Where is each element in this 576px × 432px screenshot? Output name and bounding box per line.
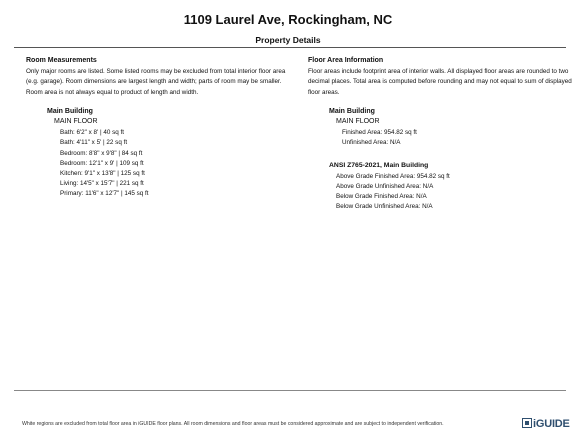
ansi-item: Below Grade Finished Area: N/A bbox=[336, 193, 427, 201]
room-measurements-heading: Room Measurements bbox=[26, 57, 97, 64]
floor-area-item: Finished Area: 954.82 sq ft bbox=[342, 129, 417, 137]
room-item: Bedroom: 8'8" x 9'8" | 84 sq ft bbox=[60, 149, 143, 157]
ansi-item: Above Grade Finished Area: 954.82 sq ft bbox=[336, 172, 450, 180]
floor-area-heading: Floor Area Information bbox=[308, 57, 384, 64]
building-name: Main Building bbox=[329, 107, 375, 115]
room-measurements-note: (e.g. garage). Room dimensions are largest length and width; parts of room may be smaller. bbox=[26, 78, 282, 86]
room-item: Bedroom: 12'1" x 9' | 109 sq ft bbox=[60, 159, 144, 167]
floor-area-note: decimal places. Total area is computed before rounding and may not equal to sum of displayed bbox=[308, 78, 572, 86]
floor-area-note: Floor areas include footprint area of interior walls. All displayed floor areas are rounded to two bbox=[308, 68, 569, 76]
footer-divider bbox=[14, 390, 566, 391]
header-divider bbox=[14, 47, 566, 48]
room-measurements-section bbox=[26, 56, 296, 200]
floor-area-item: Unfinished Area: N/A bbox=[342, 139, 401, 147]
room-item: Kitchen: 9'1" x 13'8" | 125 sq ft bbox=[60, 170, 145, 178]
floor-area-block bbox=[308, 107, 572, 213]
ansi-list bbox=[329, 172, 572, 213]
floor-area-section bbox=[308, 56, 572, 213]
room-measurements-note: Only major rooms are listed. Some listed rooms may be excluded from total interior floor area bbox=[26, 68, 286, 76]
room-list-block bbox=[26, 107, 296, 200]
page-subtitle: Property Details bbox=[255, 35, 321, 45]
room-measurements-note: Room area is not always equal to product of length and width. bbox=[26, 88, 199, 96]
building-name: Main Building bbox=[47, 107, 93, 115]
room-list bbox=[47, 128, 296, 199]
footer-disclaimer: White regions are excluded from total floor area in iGUIDE floor plans. All room dimensions and floor areas must be considered approximate and are subject to independent verification. bbox=[22, 421, 444, 427]
room-item: Bath: 4'11" x 5' | 22 sq ft bbox=[60, 139, 128, 147]
iguide-logo-text: iGUIDE bbox=[533, 418, 570, 430]
iguide-logo-icon bbox=[522, 418, 532, 428]
room-item: Primary: 11'6" x 12'7" | 145 sq ft bbox=[60, 190, 149, 198]
ansi-heading: ANSI Z765-2021, Main Building bbox=[329, 161, 429, 169]
floor-area-list bbox=[329, 128, 572, 148]
floor-name: MAIN FLOOR bbox=[54, 118, 98, 126]
ansi-item: Below Grade Unfinished Area: N/A bbox=[336, 203, 433, 211]
ansi-item: Above Grade Unfinished Area: N/A bbox=[336, 183, 434, 191]
room-item: Bath: 6'2" x 8' | 40 sq ft bbox=[60, 129, 125, 137]
room-item: Living: 14'5" x 15'7" | 221 sq ft bbox=[60, 180, 144, 188]
page-title: 1109 Laurel Ave, Rockingham, NC bbox=[183, 12, 393, 27]
iguide-logo bbox=[522, 418, 570, 430]
floor-area-note: floor areas. bbox=[308, 88, 340, 96]
floor-name: MAIN FLOOR bbox=[336, 118, 380, 126]
